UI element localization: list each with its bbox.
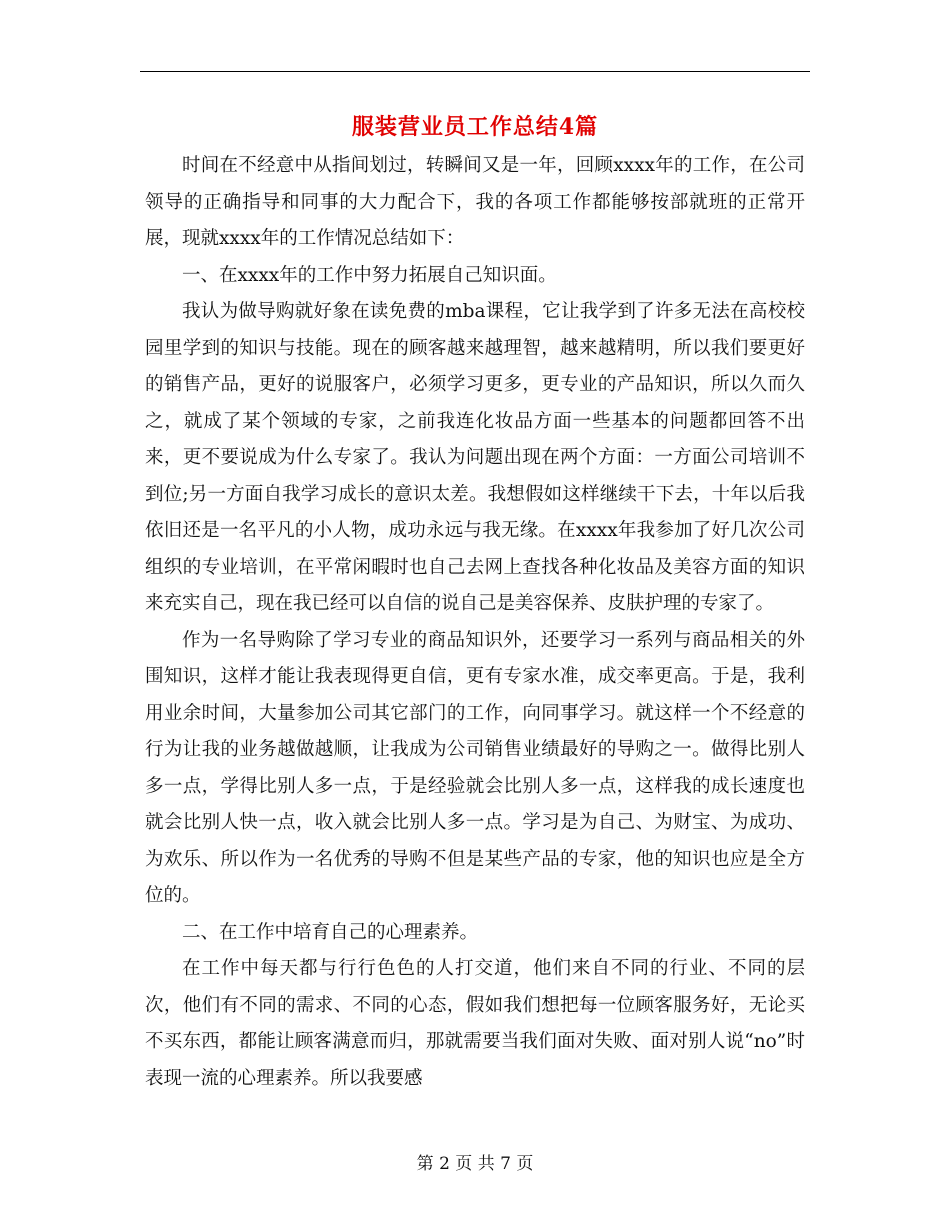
section-heading-2: 二、在工作中培育自己的心理素养。 [182,921,479,943]
document-body [145,148,805,1097]
paragraph-intro: 时间在不经意中从指间划过，转瞬间又是一年，回顾xxxx年的工作，在公司领导的正确指导和同事的大力配合下，我的各项工作都能够按部就班的正常开展，现就xxxx年的工作情况总结如下： [145,155,805,249]
page-footer: 第 2 页 共 7 页 [416,1154,534,1174]
document-title: 服装营业员工作总结4篇 [351,114,599,140]
paragraph-learning: 我认为做导购就好象在读免费的mba课程，它让我学到了许多无法在高校校园里学到的知识与技能。现在的顾客越来越理智，越来越精明，所以我们要更好的销售产品，更好的说服客户，必须学习更多，更专业的产品知识，所以久而久之，就成了某个领域的专家，之前我连化妆品方面一些基本的问题都回答不出来，更不要说成为什么专家了。我认为问题出现在两个方面：一方面公司培训不到位;另一方面自我学习成长的意识太差。我想假如这样继续干下去，十年以后我依旧还是一名平凡的小人物，成功永远与我无缘。在xxxx年我参加了好几次公司组织的专业培训，在平常闲暇时也自己去网上查找各种化妆品及美容方面的知识来充实自己，现在我已经可以自信的说自己是美容保养、皮肤护理的专家了。 [145,301,805,614]
paragraph-peripheral-knowledge: 作为一名导购除了学习专业的商品知识外，还要学习一系列与商品相关的外围知识，这样才能让我表现得更自信，更有专家水准，成交率更高。于是，我利用业余时间，大量参加公司其它部门的工作，向同事学习。就这样一个不经意的行为让我的业务越做越顺，让我成为公司销售业绩最好的导购之一。做得比别人多一点，学得比别人多一点，于是经验就会比别人多一点，这样我的成长速度也就会比别人快一点，收入就会比别人多一点。学习是为自己、为财宝、为成功、为欢乐、所以作为一名优秀的导购不但是某些产品的专家，他的知识也应是全方位的。 [145,629,805,906]
section-heading-1: 一、在xxxx年的工作中努力拓展自己知识面。 [182,264,557,286]
paragraph-psychology: 在工作中每天都与行行色色的人打交道，他们来自不同的行业、不同的层次，他们有不同的需求、不同的心态，假如我们想把每一位顾客服务好，无论买不买东西，都能让顾客满意而归，那就需要当我们面对失败、面对别人说“no”时表现一流的心理素养。所以我要感 [145,958,805,1089]
header-rule [140,71,810,72]
